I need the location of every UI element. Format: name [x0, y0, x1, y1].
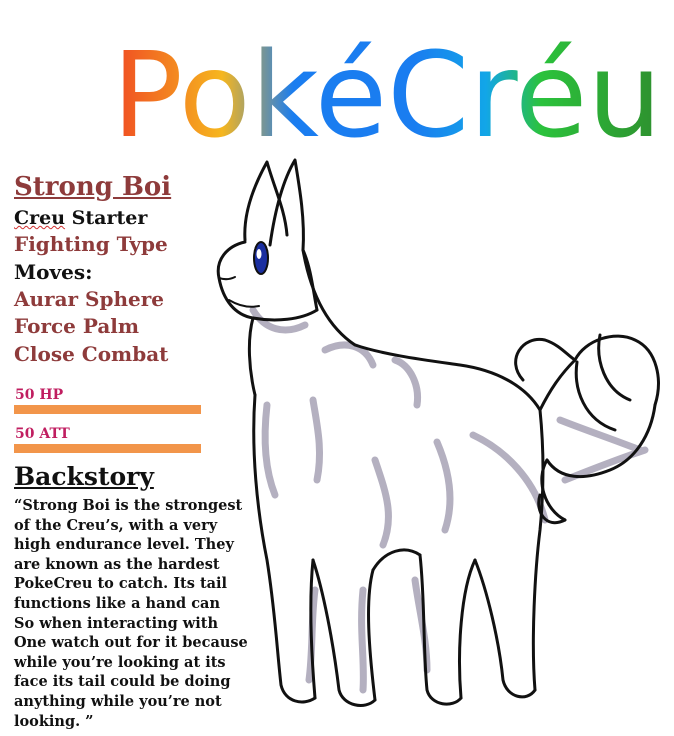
backstory-line: anything while you’re not [14, 692, 222, 710]
moves-label: Moves: [14, 260, 93, 284]
backstory-line: looking. ” [14, 712, 94, 730]
pokecreu-logo [112, 28, 668, 158]
backstory-title: Backstory [14, 462, 154, 491]
move-item: Force Palm [14, 314, 140, 338]
backstory-line: high endurance level. They [14, 536, 234, 554]
starter-rest: Starter [65, 207, 148, 229]
backstory-line: are known as the hardest [14, 555, 220, 573]
move-item: Close Combat [14, 342, 169, 366]
backstory-line: So when interacting with [14, 614, 219, 632]
creature-name: Strong Boi [14, 172, 172, 202]
backstory-line: functions like a hand can [14, 594, 220, 612]
starter-line [14, 207, 147, 229]
att-bar [14, 444, 201, 453]
backstory-line: while you’re looking at its [14, 653, 226, 671]
creature-illustration [205, 150, 665, 720]
starter-word: Creu [14, 207, 66, 229]
att-label: 50 ATT [15, 426, 70, 442]
logo-text: PokéCréu [112, 28, 662, 158]
backstory-line: One watch out for it because [14, 634, 248, 652]
creature-type: Fighting Type [14, 232, 168, 256]
move-item: Aurar Sphere [14, 287, 165, 311]
backstory-line: PokeCreu to catch. Its tail [14, 575, 228, 593]
backstory-line: face its tail could be doing [14, 673, 231, 691]
backstory-line: “Strong Boi is the strongest [14, 497, 243, 514]
hp-bar [14, 405, 201, 414]
hp-label: 50 HP [15, 387, 64, 403]
backstory-line: of the Creu’s, with a very [14, 516, 218, 534]
